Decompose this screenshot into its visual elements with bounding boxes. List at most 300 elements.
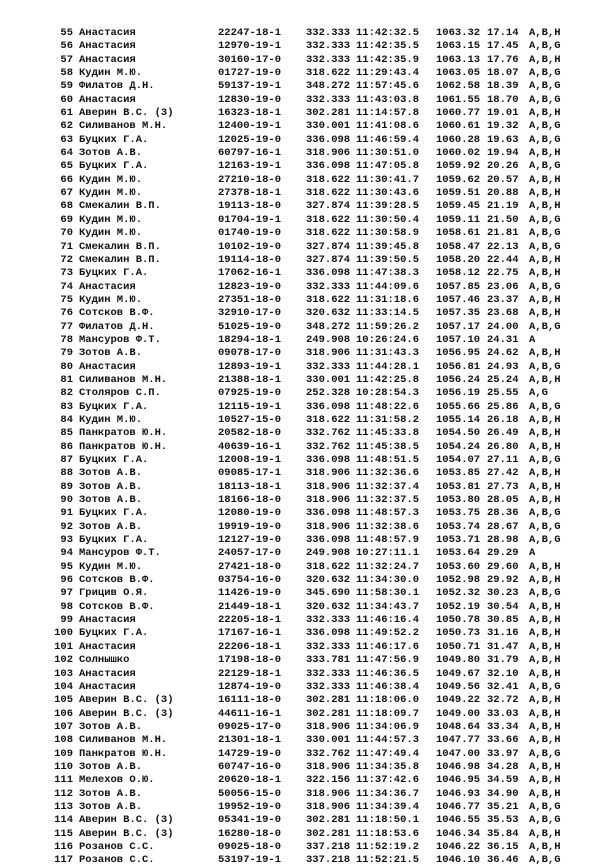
ring-code: 12823-19-0 <box>218 280 282 293</box>
speed: 1050.78 <box>436 614 481 627</box>
flags: A,B,H <box>529 27 561 39</box>
flags: A,B,G <box>529 67 561 80</box>
distance: 332.333 <box>306 667 351 680</box>
distance: 336.098 <box>306 133 351 146</box>
speed: 1059.51 <box>436 187 481 200</box>
coefficient: 26.80 <box>487 440 519 453</box>
arrival-time: 11:18:06.0 <box>356 694 420 707</box>
arrival-time: 11:44:28.1 <box>356 360 420 373</box>
flags: A,B,H <box>529 480 561 493</box>
speed: 1047.77 <box>436 734 481 747</box>
row-number: 76 <box>60 307 73 320</box>
fancier-name: Зотов А.В. <box>79 480 143 493</box>
row-number: 73 <box>60 267 73 280</box>
arrival-time: 11:34:36.7 <box>356 787 420 800</box>
speed: 1058.20 <box>436 253 481 266</box>
ring-code: 53197-19-1 <box>218 854 282 867</box>
distance: 320.632 <box>306 600 351 613</box>
distance: 337.218 <box>306 840 351 853</box>
arrival-time: 11:46:59.4 <box>356 133 420 146</box>
arrival-time: 11:59:26.2 <box>356 320 420 333</box>
speed: 1058.61 <box>436 227 481 240</box>
fancier-name: Зотов А.В. <box>79 347 143 360</box>
speed: 1056.19 <box>436 387 481 400</box>
ring-code: 19113-18-0 <box>218 200 282 213</box>
distance: 336.098 <box>306 454 351 466</box>
ring-code: 19919-19-0 <box>218 520 282 533</box>
flags: A,B,H <box>529 707 561 720</box>
ring-code: 27378-18-1 <box>218 187 282 200</box>
coefficient: 33.66 <box>487 734 519 747</box>
ring-code: 19114-18-0 <box>218 253 282 266</box>
fancier-name: Силиванов М.Н. <box>79 373 168 386</box>
table-row <box>0 614 600 627</box>
ring-code: 12830-19-0 <box>218 93 282 106</box>
arrival-time: 11:49:52.2 <box>356 627 420 640</box>
ring-code: 09025-18-0 <box>218 840 282 853</box>
flags: A,B,H <box>529 53 561 66</box>
row-number: 117 <box>54 854 73 867</box>
flags: A,B,H <box>529 200 561 213</box>
coefficient: 29.92 <box>487 574 519 587</box>
speed: 1057.46 <box>436 293 481 306</box>
distance: 252.328 <box>306 387 351 400</box>
table-row <box>0 267 600 280</box>
speed: 1062.58 <box>436 80 481 93</box>
coefficient: 23.68 <box>487 307 519 320</box>
fancier-name: Филатов Д.Н. <box>79 80 155 93</box>
distance: 318.906 <box>306 494 351 507</box>
distance: 348.272 <box>306 80 351 93</box>
coefficient: 28.05 <box>487 494 519 507</box>
table-row <box>0 774 600 787</box>
row-number: 99 <box>60 614 73 627</box>
table-row <box>0 214 600 227</box>
table-row <box>0 334 600 347</box>
arrival-time: 10:26:24.6 <box>356 333 420 346</box>
coefficient: 17.14 <box>487 27 519 39</box>
arrival-time: 11:31:18.6 <box>356 293 420 306</box>
table-row <box>0 107 600 120</box>
flags: A,B,G <box>529 854 561 867</box>
coefficient: 20.26 <box>487 160 519 173</box>
fancier-name: Буцких Г.А. <box>79 133 149 146</box>
flags: A,B,H <box>529 627 561 640</box>
flags: A,B,H <box>529 293 561 306</box>
ring-code: 60747-16-0 <box>218 760 282 773</box>
ring-code: 07925-19-0 <box>218 387 282 400</box>
table-row <box>0 547 600 560</box>
fancier-name: Филатов Д.Н. <box>79 320 155 333</box>
flags: A,B,G <box>529 133 561 146</box>
fancier-name: Анастасия <box>79 27 136 39</box>
arrival-time: 11:39:50.5 <box>356 253 420 266</box>
ring-code: 22247-18-1 <box>218 27 282 39</box>
distance: 318.622 <box>306 293 351 306</box>
coefficient: 26.18 <box>487 413 519 426</box>
ring-code: 12400-19-1 <box>218 120 282 133</box>
row-number: 116 <box>54 840 73 853</box>
table-row <box>0 694 600 707</box>
flags: A,B,H <box>529 347 561 360</box>
fancier-name: Мелехов О.Ю. <box>79 774 155 787</box>
coefficient: 30.23 <box>487 587 519 600</box>
fancier-name: Буцких Г.А. <box>79 627 149 640</box>
arrival-time: 11:47:38.3 <box>356 267 420 280</box>
arrival-time: 11:34:39.4 <box>356 800 420 813</box>
fancier-name: Буцких Г.А. <box>79 267 149 280</box>
table-row <box>0 507 600 520</box>
distance: 320.632 <box>306 574 351 587</box>
distance: 318.622 <box>306 213 351 226</box>
flags: A,B,H <box>529 307 561 320</box>
speed: 1049.00 <box>436 707 481 720</box>
distance: 330.001 <box>306 373 351 386</box>
ring-code: 30160-17-0 <box>218 53 282 66</box>
speed: 1050.71 <box>436 640 481 653</box>
distance: 332.762 <box>306 440 351 453</box>
table-row <box>0 387 600 400</box>
ring-code: 12893-19-1 <box>218 360 282 373</box>
distance: 336.098 <box>306 534 351 547</box>
coefficient: 22.44 <box>487 253 519 266</box>
flags: A,B,G <box>529 280 561 293</box>
flags: A,B,H <box>529 253 561 266</box>
distance: 332.333 <box>306 40 351 53</box>
table-row <box>0 200 600 213</box>
coefficient: 24.00 <box>487 320 519 333</box>
flags: A,B,H <box>529 774 561 787</box>
table-row <box>0 414 600 427</box>
distance: 318.622 <box>306 67 351 80</box>
ring-code: 16323-18-1 <box>218 107 282 120</box>
coefficient: 17.76 <box>487 53 519 66</box>
speed: 1049.56 <box>436 680 481 693</box>
row-number: 106 <box>54 707 73 720</box>
distance: 318.906 <box>306 720 351 733</box>
flags: A,B,G <box>529 814 561 827</box>
row-number: 111 <box>54 774 73 787</box>
distance: 249.908 <box>306 333 351 346</box>
table-row <box>0 134 600 147</box>
speed: 1059.62 <box>436 173 481 186</box>
row-number: 91 <box>60 507 73 520</box>
coefficient: 23.06 <box>487 280 519 293</box>
fancier-name: Панкратов Ю.Н. <box>79 747 168 760</box>
coefficient: 34.28 <box>487 760 519 773</box>
distance: 302.281 <box>306 814 351 827</box>
fancier-name: Зотов А.В. <box>79 520 143 533</box>
ring-code: 10527-15-0 <box>218 413 282 426</box>
distance: 332.333 <box>306 53 351 66</box>
row-number: 64 <box>60 147 73 160</box>
table-row <box>0 814 600 827</box>
ring-code: 14729-19-0 <box>218 747 282 760</box>
flags: A,B,H <box>529 173 561 186</box>
fancier-name: Кудин М.Ю. <box>79 173 143 186</box>
table-row <box>0 427 600 440</box>
fancier-name: Аверин В.С. (3) <box>79 694 174 707</box>
fancier-name: Анастасия <box>79 360 136 373</box>
table-row <box>0 627 600 640</box>
row-number: 94 <box>60 547 73 560</box>
table-row <box>0 641 600 654</box>
flags: A,B,H <box>529 560 561 573</box>
row-number: 92 <box>60 520 73 533</box>
speed: 1046.34 <box>436 827 481 840</box>
row-number: 75 <box>60 293 73 306</box>
table-row <box>0 481 600 494</box>
speed: 1060.28 <box>436 133 481 146</box>
distance: 336.098 <box>306 507 351 520</box>
row-number: 115 <box>54 827 73 840</box>
distance: 318.906 <box>306 467 351 480</box>
ring-code: 01704-19-1 <box>218 213 282 226</box>
ring-code: 17198-18-0 <box>218 654 282 667</box>
speed: 1053.60 <box>436 560 481 573</box>
speed: 1059.11 <box>436 213 481 226</box>
flags: A,B,H <box>529 827 561 840</box>
speed: 1053.85 <box>436 467 481 480</box>
arrival-time: 11:30:43.6 <box>356 187 420 200</box>
row-number: 102 <box>54 654 73 667</box>
fancier-name: Сотсков В.Ф. <box>79 574 155 587</box>
arrival-time: 11:30:51.0 <box>356 147 420 160</box>
coefficient: 34.59 <box>487 774 519 787</box>
coefficient: 31.16 <box>487 627 519 640</box>
speed: 1054.07 <box>436 454 481 466</box>
arrival-time: 11:42:32.5 <box>356 27 420 39</box>
table-row <box>0 854 600 867</box>
distance: 318.906 <box>306 520 351 533</box>
row-number: 84 <box>60 413 73 426</box>
table-row <box>0 147 600 160</box>
fancier-name: Буцких Г.А. <box>79 400 149 413</box>
speed: 1058.12 <box>436 267 481 280</box>
coefficient: 22.75 <box>487 267 519 280</box>
arrival-time: 11:32:24.7 <box>356 560 420 573</box>
arrival-time: 11:45:33.8 <box>356 427 420 440</box>
distance: 336.098 <box>306 400 351 413</box>
row-number: 107 <box>54 720 73 733</box>
coefficient: 24.62 <box>487 347 519 360</box>
speed: 1054.24 <box>436 440 481 453</box>
arrival-time: 11:42:25.8 <box>356 373 420 386</box>
speed: 1054.50 <box>436 427 481 440</box>
flags: A,B,G <box>529 160 561 173</box>
coefficient: 18.07 <box>487 67 519 80</box>
ring-code: 20582-18-0 <box>218 427 282 440</box>
fancier-name: Мансуров Ф.Т. <box>79 547 161 560</box>
arrival-time: 10:28:54.3 <box>356 387 420 400</box>
ring-code: 10102-19-0 <box>218 240 282 253</box>
ring-code: 12874-19-0 <box>218 680 282 693</box>
fancier-name: Анастасия <box>79 280 136 293</box>
fancier-name: Анастасия <box>79 614 136 627</box>
row-number: 103 <box>54 667 73 680</box>
speed: 1048.64 <box>436 720 481 733</box>
coefficient: 35.53 <box>487 814 519 827</box>
row-number: 55 <box>60 27 73 39</box>
table-row <box>0 347 600 360</box>
table-row <box>0 54 600 67</box>
flags: A,B,H <box>529 654 561 667</box>
fancier-name: Анастасия <box>79 53 136 66</box>
arrival-time: 11:34:30.0 <box>356 574 420 587</box>
fancier-name: Аверин В.С. (3) <box>79 827 174 840</box>
row-number: 81 <box>60 373 73 386</box>
speed: 1052.32 <box>436 587 481 600</box>
table-row <box>0 601 600 614</box>
distance: 318.622 <box>306 187 351 200</box>
flags: A,B,G <box>529 240 561 253</box>
row-number: 86 <box>60 440 73 453</box>
arrival-time: 11:32:36.6 <box>356 467 420 480</box>
speed: 1046.77 <box>436 800 481 813</box>
flags: A,B,G <box>529 40 561 53</box>
fancier-name: Зотов А.В. <box>79 760 143 773</box>
arrival-time: 11:48:57.3 <box>356 507 420 520</box>
ring-code: 59137-19-1 <box>218 80 282 93</box>
fancier-name: Анастасия <box>79 93 136 106</box>
ring-code: 09025-17-0 <box>218 720 282 733</box>
row-number: 97 <box>60 587 73 600</box>
speed: 1053.64 <box>436 547 481 560</box>
speed: 1060.77 <box>436 107 481 120</box>
flags: A,B,G <box>529 587 561 600</box>
arrival-time: 11:31:43.3 <box>356 347 420 360</box>
table-row <box>0 734 600 747</box>
distance: 332.333 <box>306 614 351 627</box>
table-row <box>0 241 600 254</box>
coefficient: 17.45 <box>487 40 519 53</box>
table-row <box>0 748 600 761</box>
row-number: 77 <box>60 320 73 333</box>
speed: 1052.19 <box>436 600 481 613</box>
row-number: 114 <box>54 814 73 827</box>
ring-code: 09085-17-1 <box>218 467 282 480</box>
distance: 318.906 <box>306 760 351 773</box>
flags: A,B,G <box>529 227 561 240</box>
ring-code: 03754-16-0 <box>218 574 282 587</box>
distance: 318.906 <box>306 347 351 360</box>
table-row <box>0 561 600 574</box>
speed: 1049.22 <box>436 694 481 707</box>
table-row <box>0 654 600 667</box>
row-number: 110 <box>54 760 73 773</box>
arrival-time: 11:47:56.9 <box>356 654 420 667</box>
fancier-name: Столяров С.П. <box>79 387 161 400</box>
fancier-name: Силиванов М.Н. <box>79 120 168 133</box>
arrival-time: 11:46:38.4 <box>356 680 420 693</box>
speed: 1057.35 <box>436 307 481 320</box>
distance: 332.762 <box>306 427 351 440</box>
fancier-name: Кудин М.Ю. <box>79 413 143 426</box>
ring-code: 27351-18-0 <box>218 293 282 306</box>
speed: 1046.10 <box>436 854 481 867</box>
coefficient: 31.79 <box>487 654 519 667</box>
distance: 318.906 <box>306 787 351 800</box>
flags: A,B,G <box>529 213 561 226</box>
speed: 1050.73 <box>436 627 481 640</box>
row-number: 87 <box>60 454 73 466</box>
distance: 327.874 <box>306 240 351 253</box>
coefficient: 20.88 <box>487 187 519 200</box>
flags: A,B,H <box>529 187 561 200</box>
speed: 1060.02 <box>436 147 481 160</box>
fancier-name: Панкратов Ю.Н. <box>79 440 168 453</box>
arrival-time: 11:46:36.5 <box>356 667 420 680</box>
distance: 327.874 <box>306 253 351 266</box>
flags: A,B,H <box>529 787 561 800</box>
distance: 302.281 <box>306 107 351 120</box>
flags: A,G <box>529 387 548 400</box>
ring-code: 12163-19-1 <box>218 160 282 173</box>
arrival-time: 11:31:58.2 <box>356 413 420 426</box>
table-row <box>0 67 600 80</box>
distance: 330.001 <box>306 734 351 747</box>
table-row <box>0 374 600 387</box>
ring-code: 12970-19-1 <box>218 40 282 53</box>
table-row <box>0 94 600 107</box>
flags: A <box>529 547 536 560</box>
arrival-time: 11:18:53.6 <box>356 827 420 840</box>
distance: 332.333 <box>306 640 351 653</box>
arrival-time: 11:47:05.8 <box>356 160 420 173</box>
row-number: 109 <box>54 747 73 760</box>
fancier-name: Панкратов Ю.Н. <box>79 427 168 440</box>
arrival-time: 11:39:45.8 <box>356 240 420 253</box>
ring-code: 60797-16-1 <box>218 147 282 160</box>
ring-code: 22206-18-1 <box>218 640 282 653</box>
row-number: 65 <box>60 160 73 173</box>
speed: 1053.75 <box>436 507 481 520</box>
fancier-name: Кудин М.Ю. <box>79 560 143 573</box>
speed: 1046.22 <box>436 840 481 853</box>
table-row <box>0 801 600 814</box>
distance: 318.622 <box>306 173 351 186</box>
ring-code: 27421-18-0 <box>218 560 282 573</box>
ring-code: 21301-18-1 <box>218 734 282 747</box>
coefficient: 33.34 <box>487 720 519 733</box>
table-row <box>0 467 600 480</box>
row-number: 79 <box>60 347 73 360</box>
table-row <box>0 454 600 467</box>
fancier-name: Зотов А.В. <box>79 467 143 480</box>
fancier-name: Кудин М.Ю. <box>79 187 143 200</box>
coefficient: 19.94 <box>487 147 519 160</box>
distance: 302.281 <box>306 707 351 720</box>
coefficient: 20.57 <box>487 173 519 186</box>
distance: 345.690 <box>306 587 351 600</box>
distance: 337.218 <box>306 854 351 867</box>
row-number: 104 <box>54 680 73 693</box>
distance: 332.762 <box>306 747 351 760</box>
arrival-time: 11:34:06.9 <box>356 720 420 733</box>
distance: 336.098 <box>306 160 351 173</box>
flags: A,B,H <box>529 840 561 853</box>
row-number: 83 <box>60 400 73 413</box>
arrival-time: 11:32:37.4 <box>356 480 420 493</box>
coefficient: 21.19 <box>487 200 519 213</box>
table-row <box>0 761 600 774</box>
ring-code: 22205-18-1 <box>218 614 282 627</box>
arrival-time: 11:45:38.5 <box>356 440 420 453</box>
flags: A,B,G <box>529 93 561 106</box>
coefficient: 21.81 <box>487 227 519 240</box>
row-number: 85 <box>60 427 73 440</box>
distance: 332.333 <box>306 360 351 373</box>
